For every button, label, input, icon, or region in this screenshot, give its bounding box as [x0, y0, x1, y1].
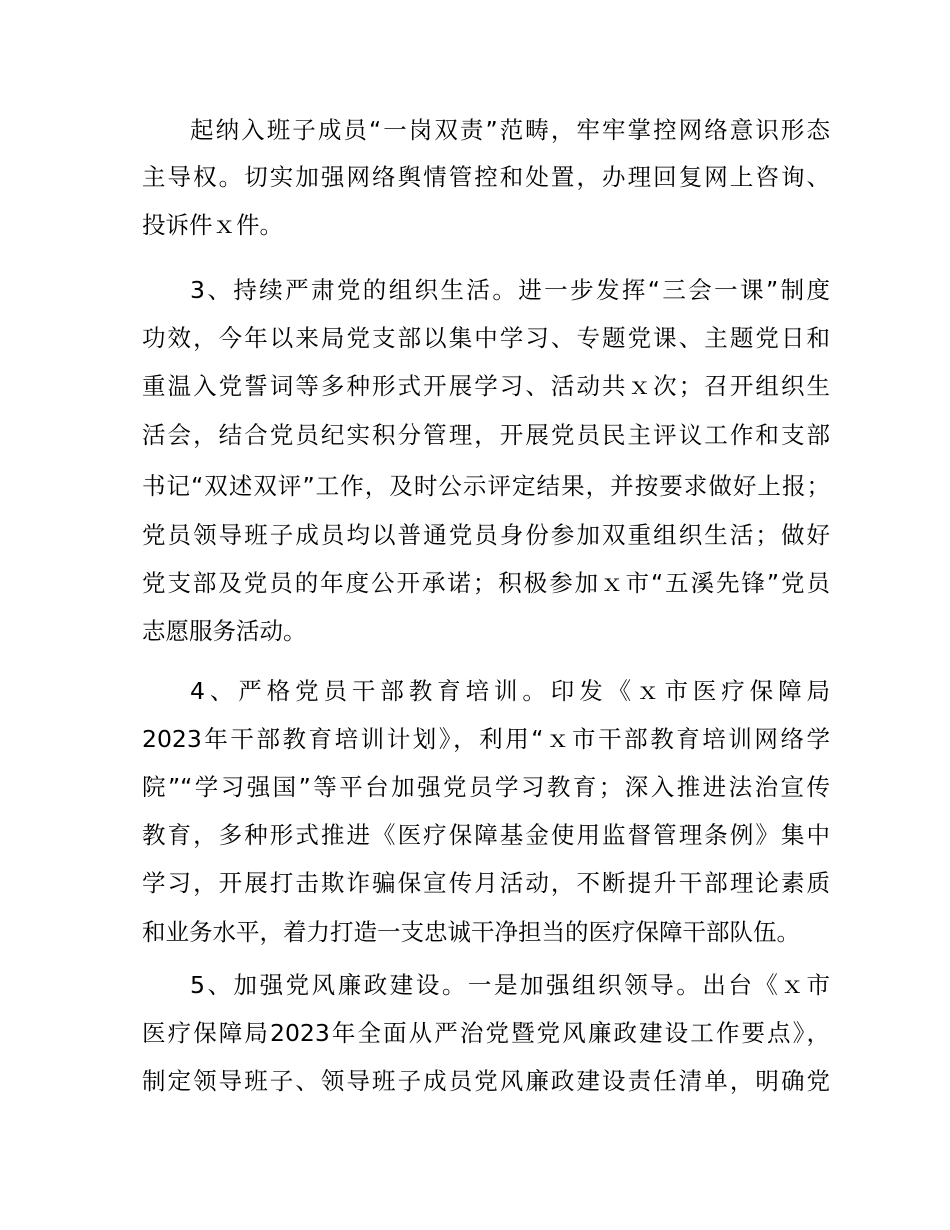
text-line: 5、加强党风廉政建设。一是加强组织领导。出台《ｘ市 [190, 971, 830, 999]
text-line: 党员领导班子成员均以普通党员身份参加双重组织生活；做好 [142, 521, 830, 549]
text-line: 书记“双述双评”工作，及时公示评定结果，并按要求做好上报； [142, 472, 830, 500]
text-line: 制定领导班子、领导班子成员党风廉政建设责任清单，明确党 [142, 1067, 830, 1095]
text-line: 和业务水平，着力打造一支忠诚干净担当的医疗保障干部队伍。 [142, 918, 800, 946]
text-line: 院”“学习强国”等平台加强党员学习教育；深入推进法治宣传 [142, 773, 830, 801]
text-line: 功效，今年以来局党支部以集中学习、专题党课、主题党日和 [142, 324, 830, 352]
text-line: 2023年干部教育培训计划》，利用“ｘ市干部教育培训网络学 [142, 725, 830, 753]
text-line: 活会，结合党员纪实积分管理，开展党员民主评议工作和支部 [142, 421, 830, 449]
text-line: 医疗保障局2023年全面从严治党暨党风廉政建设工作要点》， [142, 1019, 830, 1047]
text-line: 学习，开展打击欺诈骗保宣传月活动，不断提升干部理论素质 [142, 869, 830, 897]
text-line: 志愿服务活动。 [142, 617, 307, 645]
text-line: 重温入党誓词等多种形式开展学习、活动共ｘ次；召开组织生 [142, 372, 830, 400]
text-line: 主导权。切实加强网络舆情管控和处置，办理回复网上咨询、 [142, 163, 830, 191]
text-line: 党支部及党员的年度公开承诺；积极参加ｘ市“五溪先锋”党员 [142, 569, 830, 597]
text-line: 3、持续严肃党的组织生活。进一步发挥“三会一课”制度 [190, 276, 830, 304]
text-line: 起纳入班子成员“一岗双责”范畴，牢牢掌控网络意识形态 [190, 116, 830, 144]
text-line: 教育，多种形式推进《医疗保障基金使用监督管理条例》集中 [142, 821, 830, 849]
text-line: 4、严格党员干部教育培训。印发《ｘ市医疗保障局 [190, 677, 830, 705]
text-line: 投诉件ｘ件。 [142, 211, 283, 239]
